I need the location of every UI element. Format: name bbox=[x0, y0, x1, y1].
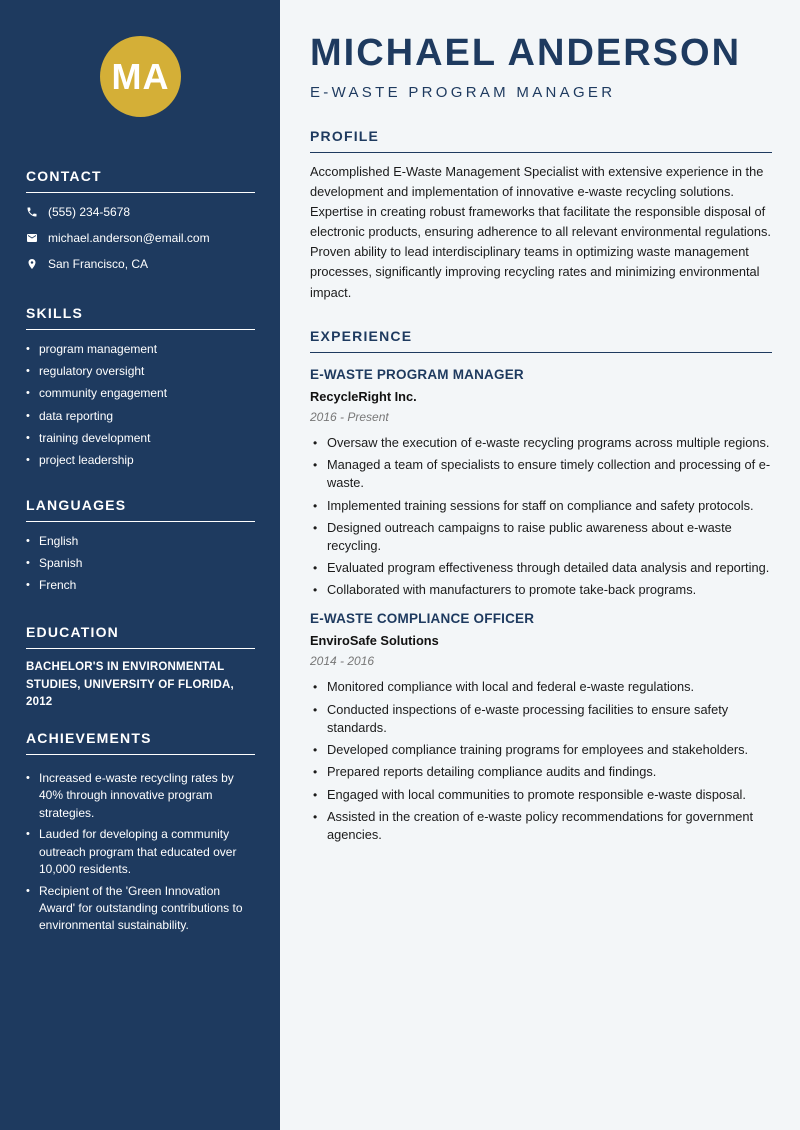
profile-heading: PROFILE bbox=[310, 128, 772, 153]
skill-item: • data reporting bbox=[26, 409, 255, 423]
skill-item: • community engagement bbox=[26, 386, 255, 400]
job-bullets bbox=[310, 434, 772, 599]
skills-section bbox=[26, 305, 255, 475]
job-bullet: • Monitored compliance with local and federal e-waste regulations. bbox=[310, 678, 772, 696]
achievement-item: • Lauded for developing a community outreach program that educated over 10,000 residents. bbox=[26, 826, 255, 878]
job-entry bbox=[310, 367, 772, 599]
experience-heading: EXPERIENCE bbox=[310, 328, 772, 353]
language-item: • English bbox=[26, 534, 255, 548]
languages-section bbox=[26, 497, 255, 601]
job-bullet: • Oversaw the execution of e-waste recycling programs across multiple regions. bbox=[310, 434, 772, 452]
contact-email bbox=[26, 231, 255, 245]
job-bullet: • Engaged with local communities to promote responsible e-waste disposal. bbox=[310, 786, 772, 804]
job-company: EnviroSafe Solutions bbox=[310, 633, 439, 649]
contact-email-text: michael.anderson@email.com bbox=[48, 231, 210, 245]
skill-item: • project leadership bbox=[26, 453, 255, 467]
achievement-item: • Recipient of the 'Green Innovation Award' for outstanding contributions to environmental sustainability. bbox=[26, 883, 255, 935]
experience-section bbox=[310, 328, 772, 848]
candidate-title: E-WASTE PROGRAM MANAGER bbox=[310, 84, 616, 101]
sidebar bbox=[0, 0, 280, 1130]
contact-location bbox=[26, 257, 255, 271]
job-entry bbox=[310, 611, 772, 843]
language-item: • Spanish bbox=[26, 556, 255, 570]
job-bullet: • Assisted in the creation of e-waste policy recommendations for government agencies. bbox=[310, 808, 772, 844]
contact-heading: CONTACT bbox=[26, 168, 255, 193]
education-heading: EDUCATION bbox=[26, 624, 255, 649]
location-pin-icon bbox=[26, 258, 48, 270]
contact-phone-text: (555) 234-5678 bbox=[48, 205, 131, 219]
profile-text: Accomplished E-Waste Management Specialist with extensive experience in the development and implementation of innovative e-waste recycling solutions. Expertise in creating robust frameworks that facilitate the responsible disposal of electronic products, ensuring adherence to all relevant environmental regulations. Proven ability to lead interdisciplinary teams in optimizing waste management processes, significantly improving recycling rates and minimizing environmental impact. bbox=[310, 164, 771, 300]
candidate-name: MICHAEL ANDERSON bbox=[310, 32, 742, 74]
job-company: RecycleRight Inc. bbox=[310, 389, 417, 404]
achievements-list bbox=[26, 770, 255, 935]
language-item: • French bbox=[26, 578, 255, 592]
job-bullet: • Conducted inspections of e-waste processing facilities to ensure safety standards. bbox=[310, 701, 772, 737]
contact-location-text: San Francisco, CA bbox=[48, 257, 149, 271]
skill-item: • regulatory oversight bbox=[26, 364, 255, 378]
languages-list bbox=[26, 534, 255, 592]
contact-phone bbox=[26, 205, 255, 219]
skills-list bbox=[26, 342, 255, 467]
skills-heading: SKILLS bbox=[26, 305, 255, 330]
job-bullet: • Prepared reports detailing compliance audits and findings. bbox=[310, 763, 772, 781]
achievements-section bbox=[26, 730, 255, 939]
education-section bbox=[26, 624, 255, 712]
skill-item: • training development bbox=[26, 431, 255, 445]
job-dates: 2014 - 2016 bbox=[310, 654, 375, 669]
languages-heading: LANGUAGES bbox=[26, 497, 255, 522]
achievement-item: • Increased e-waste recycling rates by 40% through innovative program strategies. bbox=[26, 770, 255, 822]
job-title: E-WASTE COMPLIANCE OFFICER bbox=[310, 611, 535, 627]
job-bullet: • Designed outreach campaigns to raise public awareness about e-waste recycling. bbox=[310, 519, 772, 555]
job-bullets bbox=[310, 678, 772, 843]
email-icon bbox=[26, 232, 48, 244]
phone-icon bbox=[26, 206, 48, 218]
education-text: BACHELOR'S IN ENVIRONMENTAL STUDIES, UNIVERSITY OF FLORIDA, 2012 bbox=[26, 661, 234, 708]
achievements-heading: ACHIEVEMENTS bbox=[26, 730, 255, 755]
contact-section bbox=[26, 168, 255, 271]
avatar: MA bbox=[100, 36, 181, 117]
job-dates: 2016 - Present bbox=[310, 410, 389, 424]
job-bullet: • Managed a team of specialists to ensure timely collection and processing of e-waste. bbox=[310, 456, 772, 492]
skill-item: • program management bbox=[26, 342, 255, 356]
profile-section bbox=[310, 128, 772, 303]
job-title: E-WASTE PROGRAM MANAGER bbox=[310, 367, 524, 382]
job-bullet: • Implemented training sessions for staff on compliance and safety protocols. bbox=[310, 497, 772, 515]
job-bullet: • Collaborated with manufacturers to promote take-back programs. bbox=[310, 581, 772, 599]
job-bullet: • Evaluated program effectiveness through detailed data analysis and reporting. bbox=[310, 559, 772, 577]
job-bullet: • Developed compliance training programs for employees and stakeholders. bbox=[310, 741, 772, 759]
